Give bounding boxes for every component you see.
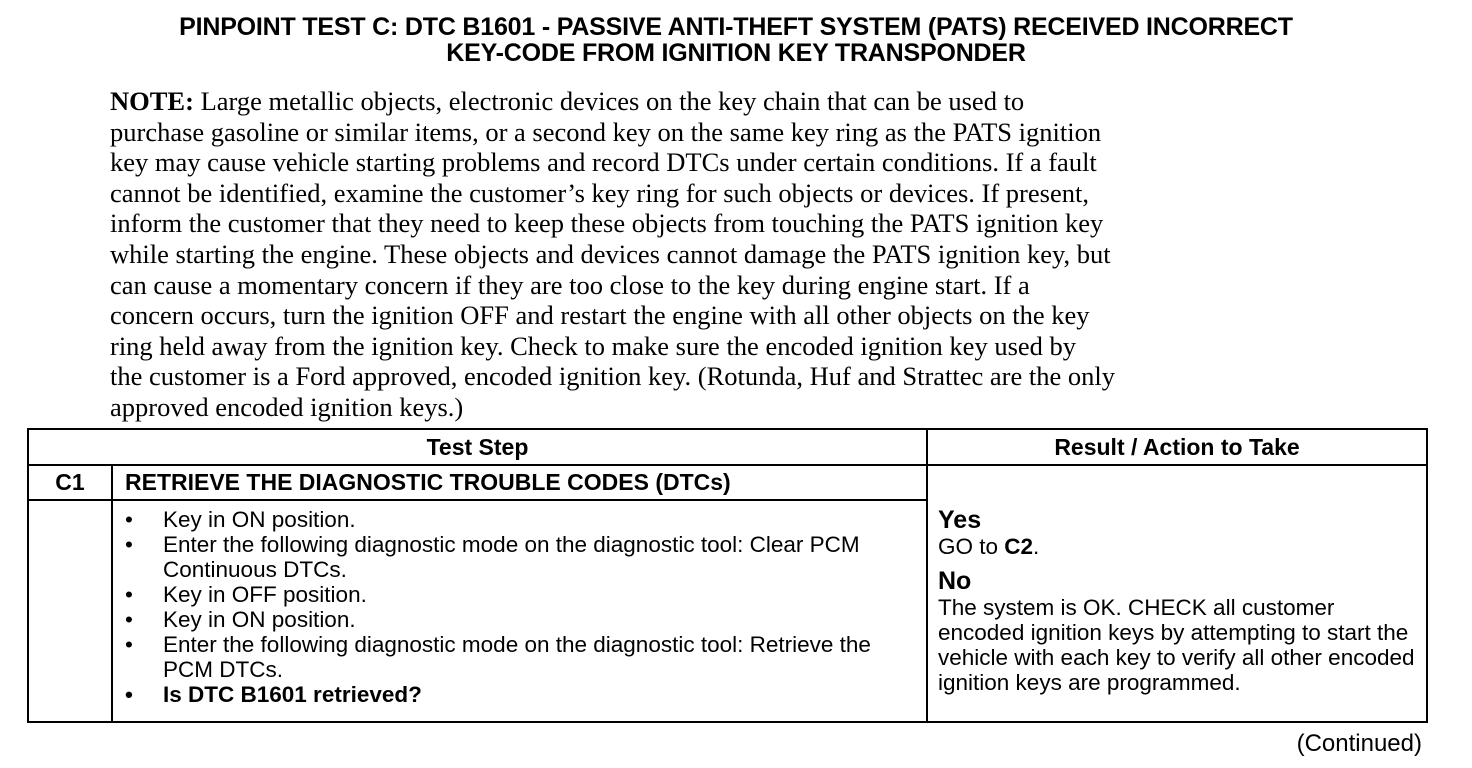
yes-action: GO to C2. (938, 534, 1040, 559)
step-id-spacer (28, 500, 112, 722)
continued-label: (Continued) (1296, 730, 1422, 757)
note-line: inform the customer that they need to keep these objects from touching the PATS ignition key (110, 208, 1104, 239)
note-line: the customer is a Ford approved, encoded ignition key. (Rotunda, Huf and Strattec are the only (110, 361, 1116, 392)
note-line: concern occurs, turn the ignition OFF and restart the engine with all other objects on the key (110, 300, 1090, 331)
step-bullet: • Enter the following diagnostic mode on the diagnostic tool: Retrieve the PCM DTCs. (125, 632, 871, 682)
note-paragraph (110, 86, 1410, 423)
title-line-2: KEY-CODE FROM IGNITION KEY TRANSPONDER (446, 39, 1026, 67)
step-heading-row (28, 465, 1427, 500)
yes-target: C2 (1004, 534, 1034, 559)
bullet-icon: • (125, 607, 133, 632)
header-test-step: Test Step (28, 429, 927, 465)
bullet-icon: • (125, 532, 133, 557)
note-line: approved encoded ignition keys.) (110, 391, 464, 422)
bullet-icon: • (125, 507, 133, 532)
note-line: ring held away from the ignition key. Check to make sure the encoded ignition key used by (110, 330, 1077, 361)
result-cell (927, 465, 1427, 722)
step-bullet: • Key in ON position. (125, 607, 356, 632)
bullet-icon: • (125, 582, 133, 607)
page-title (0, 14, 1472, 66)
step-id: C1 (28, 465, 112, 500)
bullet-icon: • (125, 682, 133, 707)
step-heading: RETRIEVE THE DIAGNOSTIC TROUBLE CODES (DTCs) (112, 465, 927, 500)
note-line: while starting the engine. These objects and devices cannot damage the PATS ignition key, but (110, 238, 1111, 269)
bullet-icon: • (125, 632, 133, 657)
yes-label: Yes (938, 506, 982, 534)
note-line: key may cause vehicle starting problems and record DTCs under certain conditions. If a fault (110, 147, 1097, 178)
step-bullet-list (113, 501, 926, 707)
step-question: • Is DTC B1601 retrieved? (125, 682, 422, 707)
pinpoint-test-table (27, 428, 1428, 723)
no-action: The system is OK. CHECK all customer encoded ignition keys by attempting to start the vehicle with each key to verify all other encoded ignition keys are programmed. (938, 595, 1415, 695)
step-bullet: • Key in ON position. (125, 507, 356, 532)
step-bullet: • Enter the following diagnostic mode on the diagnostic tool: Clear PCM Continuous DTCs. (125, 532, 860, 582)
note-line: cannot be identified, examine the customer’s key ring for such objects or devices. If present, (110, 177, 1089, 208)
table-header-row (28, 429, 1427, 465)
step-instructions (112, 500, 927, 722)
note-line: purchase gasoline or similar items, or a second key on the same key ring as the PATS ignition (110, 116, 1102, 147)
title-line-1: PINPOINT TEST C: DTC B1601 - PASSIVE ANTI-THEFT SYSTEM (PATS) RECEIVED INCORRECT (179, 13, 1293, 41)
no-label: No (938, 567, 972, 595)
note-label: NOTE: (110, 86, 194, 116)
step-bullet: • Key in OFF position. (125, 582, 367, 607)
note-line: can cause a momentary concern if they are too close to the key during engine start. If a (110, 269, 1030, 300)
header-result: Result / Action to Take (927, 429, 1427, 465)
note-line: NOTE: Large metallic objects, electronic devices on the key chain that can be used to (110, 86, 1025, 116)
